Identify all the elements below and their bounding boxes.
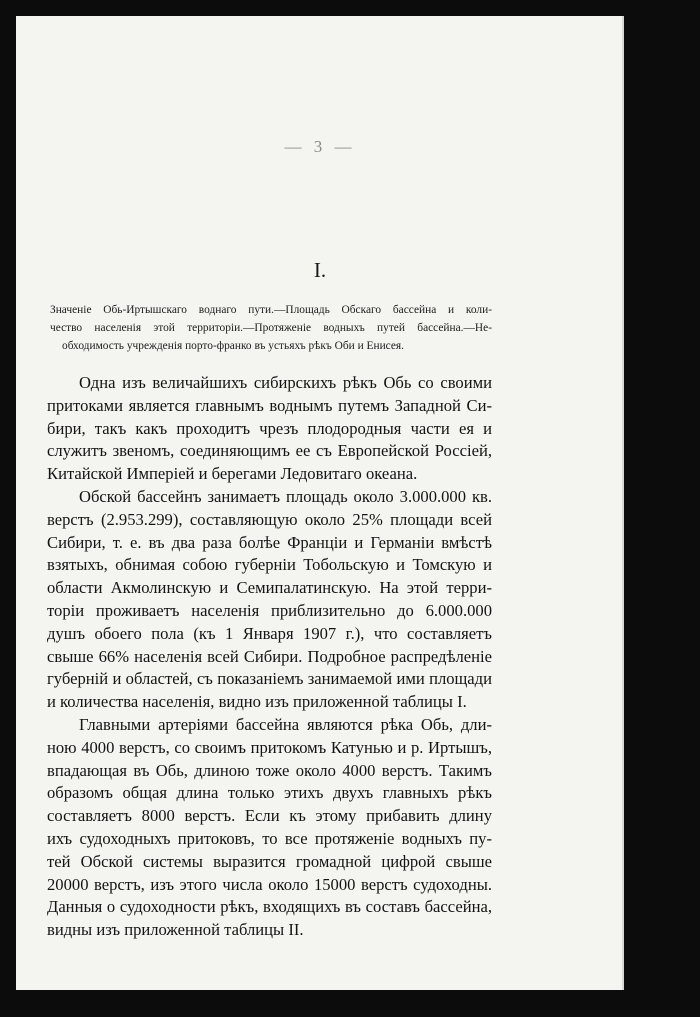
text-line: ною 4000 верстъ, со своимъ притокомъ Катунью и р. Иртышъ,	[47, 737, 492, 757]
text-line: взятыхъ, обнимая собою губерніи Тобольскую и Томскую и	[47, 555, 492, 575]
paragraph	[47, 372, 492, 486]
text-line: Сибири, т. е. въ два раза болѣе Франціи и Германіи вмѣстѣ	[47, 532, 492, 552]
summary-line: Значеніе Обь-Иртышскаго воднаго пути.—Площадь Обскаго бассейна и коли-	[50, 304, 492, 316]
text-line: впадающая въ Обь, длиною тоже около 4000 верстъ. Такимъ	[47, 760, 492, 780]
text-line: тей Обской системы выразится громадной цифрой свыше	[47, 851, 492, 871]
text-line: свыше 66% населенія всей Сибири. Подробное распредѣленіе	[47, 646, 492, 666]
paragraph	[47, 714, 492, 942]
page-edge	[622, 16, 624, 990]
text-line: губерній и областей, съ показаніемъ занимаемой ими площади	[47, 669, 492, 689]
text-line: служитъ звеномъ, соединяющимъ ее съ Европейской Россіей,	[47, 441, 492, 461]
text-line: торіи проживаетъ населенія приблизительно до 6.000.000	[47, 600, 492, 620]
text-line: душъ обоего пола (къ 1 Января 1907 г.), что составляетъ	[47, 623, 492, 643]
text-line: образомъ общая длина только этихъ двухъ главныхъ рѣкъ	[47, 783, 492, 803]
chapter-number: I.	[313, 258, 327, 282]
text-line: и количества населенія, видно изъ приложенной таблицы I.	[47, 692, 467, 712]
text-line: Данныя о судоходности рѣкъ, входящихъ въ составъ бассейна,	[47, 897, 492, 917]
text-line: Главными артеріями бассейна являются рѣка Обь, дли-	[79, 714, 492, 734]
chapter-summary	[50, 302, 492, 355]
text-line: притоками является главнымъ воднымъ путемъ Западной Си-	[47, 395, 492, 415]
text-line: видны изъ приложенной таблицы II.	[47, 920, 304, 940]
text-line: области Акмолинскую и Семипалатинскую. На этой терри-	[47, 578, 492, 598]
book-page	[16, 16, 624, 990]
body-text	[47, 372, 492, 942]
summary-line: чество населенія этой территоріи.—Протяженіе водныхъ путей бассейна.—Не-	[50, 321, 492, 334]
text-line: верстъ (2.953.299), составляющую около 25% площади всей	[47, 509, 492, 529]
text-line: бири, такъ какъ проходитъ чрезъ плодородныя части ея и	[47, 418, 492, 438]
text-line: Китайской Имперіей и берегами Ледовитаго океана.	[47, 464, 418, 484]
page-number: — 3 —	[284, 137, 356, 156]
text-line: Обской бассейнъ занимаетъ площадь около 3.000.000 кв.	[79, 486, 492, 506]
text-line: ихъ судоходныхъ притоковъ, то все протяженіе водныхъ пу-	[47, 828, 492, 848]
summary-line: обходимость учрежденія порто-франко въ устьяхъ рѣкъ Оби и Енисея.	[62, 339, 405, 352]
text-line: составляетъ 8000 верстъ. Если къ этому прибавить длину	[47, 806, 492, 826]
text-line: 20000 верстъ, изъ этого числа около 15000 верстъ судоходны.	[47, 874, 492, 894]
paragraph	[47, 486, 492, 714]
text-line: Одна изъ величайшихъ сибирскихъ рѣкъ Обь со своими	[79, 373, 492, 392]
